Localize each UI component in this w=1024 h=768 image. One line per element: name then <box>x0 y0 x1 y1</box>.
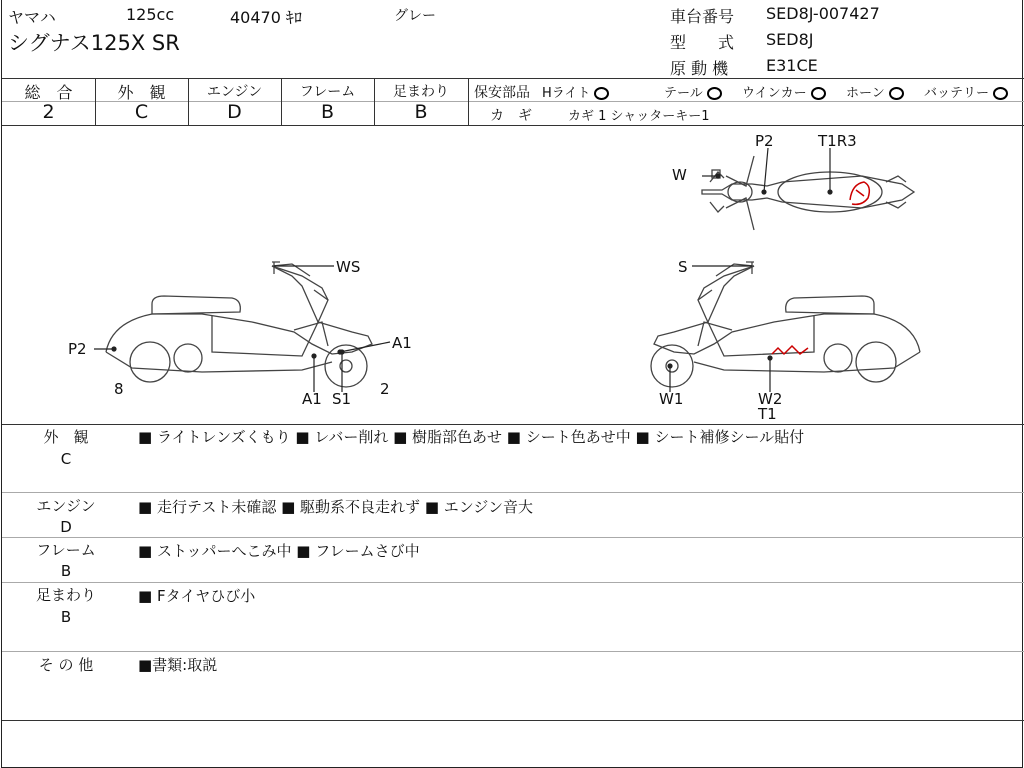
section-items: ■ ストッパーへこみ中 ■ フレームさび中 <box>138 542 420 560</box>
divider <box>2 537 1024 538</box>
engine-grade: D <box>227 101 242 123</box>
label-p2-top: P2 <box>755 132 774 150</box>
model-type-label: 型 式 <box>670 33 735 52</box>
safety-item <box>846 82 904 101</box>
section-grade: B <box>60 608 72 626</box>
damage-diagram <box>2 126 1024 424</box>
label-a1-bottom: A1 <box>302 390 322 408</box>
ok-circle-icon <box>889 87 904 100</box>
safety-item <box>664 82 722 101</box>
mileage: 40470 ｷﾛ <box>230 8 302 27</box>
section-grade: B <box>60 562 72 580</box>
safety-item-name: テール <box>664 86 703 101</box>
label-a1-right: A1 <box>392 334 412 352</box>
engine-model: E31CE <box>766 56 818 75</box>
divider <box>2 720 1024 721</box>
ok-circle-icon <box>594 87 609 100</box>
exterior-grade: C <box>134 101 149 123</box>
engine-model-label: 原 動 機 <box>670 59 729 78</box>
ok-circle-icon <box>707 87 722 100</box>
left-side-scooter <box>106 262 372 387</box>
frame-no: SED8J-007427 <box>766 4 880 23</box>
engine-grade-label: エンジン <box>206 84 263 100</box>
ok-circle-icon <box>993 87 1008 100</box>
safety-label: 保安部品 <box>474 85 530 101</box>
section-items: ■ ライトレンズくもり ■ レバー削れ ■ 樹脂部色あせ ■ シート色あせ中 ■ シート補修シール貼付 <box>138 428 805 446</box>
suspension-grade: B <box>414 101 428 123</box>
divider <box>2 492 1024 493</box>
section-items: ■ 走行テスト未確認 ■ 駆動系不良走れず ■ エンジン音大 <box>138 498 534 516</box>
label-ws: WS <box>336 258 361 276</box>
section-grade: D <box>60 518 72 536</box>
inspection-sheet <box>1 0 1023 768</box>
divider <box>468 78 469 125</box>
label-w2: W2 <box>758 390 783 408</box>
model-type: SED8J <box>766 30 814 49</box>
key-value: カギ 1 シャッターキー1 <box>568 109 710 124</box>
top-view-scooter <box>702 156 914 230</box>
label-s: S <box>678 258 688 276</box>
frame-grade: B <box>320 101 335 123</box>
divider <box>2 582 1024 583</box>
frame-no-label: 車台番号 <box>670 7 735 26</box>
overall-grade: 2 <box>42 101 55 123</box>
ok-circle-icon <box>811 87 826 100</box>
divider <box>2 651 1024 652</box>
right-side-scooter <box>651 262 920 387</box>
label-w1: W1 <box>659 390 684 408</box>
safety-item <box>742 82 826 101</box>
label-two: 2 <box>380 380 390 398</box>
color: グレー <box>394 8 436 24</box>
safety-item-name: バッテリー <box>924 86 990 101</box>
safety-item-name: ウインカー <box>742 86 807 101</box>
section-label: そ の 他 <box>38 656 94 674</box>
divider <box>468 101 1024 102</box>
frame-grade-label: フレーム <box>299 84 356 100</box>
label-p2-left: P2 <box>68 340 87 358</box>
safety-item <box>542 82 609 101</box>
section-items: ■ Fタイヤひび小 <box>138 587 256 605</box>
section-label: エンジン <box>36 497 96 515</box>
safety-item-name: ホーン <box>846 86 885 101</box>
safety-item-name: Hライト <box>542 86 591 101</box>
label-t1: T1 <box>758 405 777 423</box>
maker: ヤマハ <box>8 8 56 27</box>
section-label: 足まわり <box>35 586 96 604</box>
divider <box>2 78 1024 79</box>
label-t1r3: T1R3 <box>818 132 857 150</box>
section-label: フレーム <box>36 541 96 559</box>
overall-grade-label: 総 合 <box>24 83 73 102</box>
divider <box>2 424 1024 425</box>
key-label: カ ギ <box>490 108 532 124</box>
section-items: ■書類:取説 <box>138 656 218 674</box>
model-name: シグナス125X SR <box>8 31 180 55</box>
suspension-grade-label: 足まわり <box>393 84 449 100</box>
label-w-top: W <box>672 166 687 184</box>
label-eight: 8 <box>114 380 124 398</box>
section-label: 外 観 <box>43 428 89 446</box>
safety-item <box>924 82 1008 101</box>
exterior-grade-label: 外 観 <box>117 83 166 102</box>
displacement: 125cc <box>126 5 175 24</box>
section-grade: C <box>60 450 72 468</box>
damage-mark <box>850 182 869 204</box>
label-s1: S1 <box>332 390 352 408</box>
